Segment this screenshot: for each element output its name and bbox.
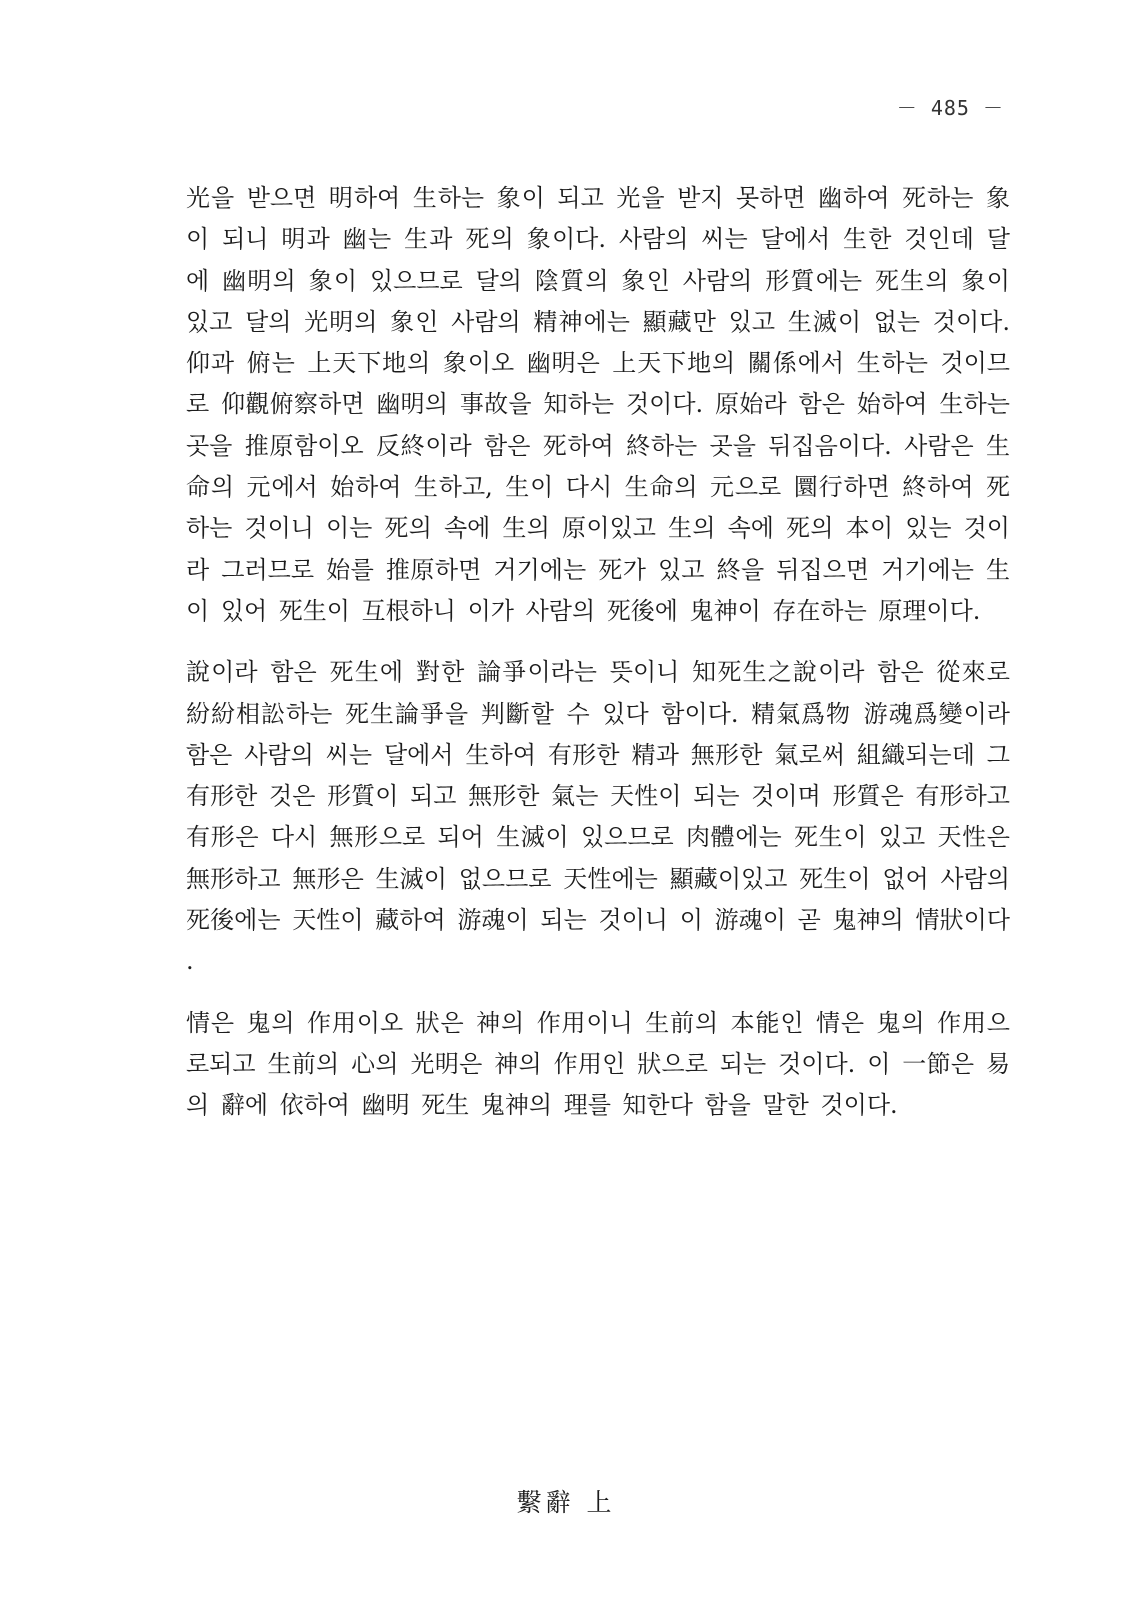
running-footer: 繫辭 上 — [516, 1488, 616, 1517]
page-number: － 485 － — [896, 96, 1004, 120]
paragraph-2: 說이라 함은 死生에 對한 論爭이라는 뜻이니 知死生之說이라 함은 從來로 紛紛相訟하는 死生論爭을 判斷할 수 있다 함이다. 精氣爲物 游魂爲變이라 함은 사람의 씨는 달에서 生하여 有形한 精과 無形한 氣로써 組織되는데 그 有形한 것은 形質이 되고 無形한 氣는 天性이 되는 것이며 形質은 有形하고 有形은 다시 無形으로 되어 生滅이 있으므로 肉體에는 死生이 있고 天性은 無形하고 無形은 生滅이 없으므로 天性에는 顯藏이있고 死生이 없어 사람의 死後에는 天性이 藏하여 游魂이 되는 것이니 이 游魂이 곧 鬼神의 情狀이다. — [186, 658, 1010, 976]
body-text — [186, 178, 1010, 1147]
paragraph-1: 光을 받으면 明하여 生하는 象이 되고 光을 받지 못하면 幽하여 死하는 象이 되니 明과 幽는 生과 死의 象이다. 사람의 씨는 달에서 生한 것인데 달에 幽明의 象이 있으므로 달의 陰質의 象인 사람의 形質에는 死生의 象이 있고 달의 光明의 象인 사람의 精神에는 顯藏만 있고 生滅이 없는 것이다. 仰과 俯는 上天下地의 象이오 幽明은 上天下地의 關係에서 生하는 것이므로 仰觀俯察하면 幽明의 事故을 知하는 것이다. 原始라 함은 始하여 生하는 곳을 推原함이오 反終이라 함은 死하여 終하는 곳을 뒤집음이다. 사람은 生命의 元에서 始하여 生하고, 生이 다시 生命의 元으로 圜行하면 終하여 死하는 것이니 이는 死의 속에 生의 原이있고 生의 속에 死의 本이 있는 것이라 그러므로 始를 推原하면 거기에는 死가 있고 終을 뒤집으면 거기에는 生이 있어 死生이 互根하니 이가 사람의 死後에 鬼神이 存在하는 原理이다. — [186, 184, 1010, 625]
paragraph-3: 情은 鬼의 作用이오 狀은 神의 作用이니 生前의 本能인 情은 鬼의 作用으로되고 生前의 心의 光明은 神의 作用인 狀으로 되는 것이다. 이 一節은 易의 辭에 依하여 幽明 死生 鬼神의 理를 知한다 함을 말한 것이다. — [186, 1008, 1010, 1120]
